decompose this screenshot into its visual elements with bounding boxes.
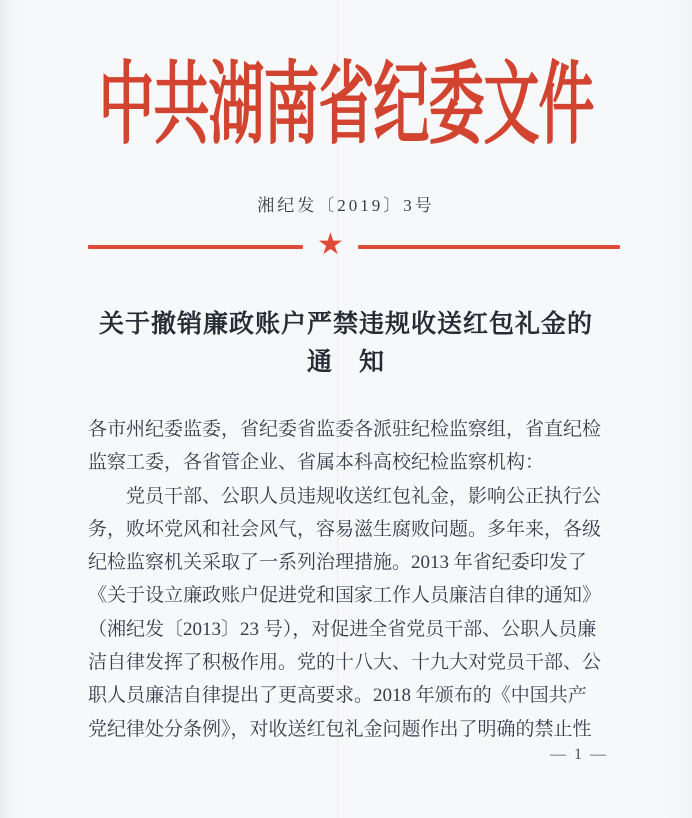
salutation-line: 监察工委，各省管企业、省属本科高校纪检监察机构：: [88, 452, 545, 474]
document-title-line1: 关于撤销廉政账户严禁违规收送红包礼金的: [98, 311, 593, 338]
body-line: 务，败坏党风和社会风气，容易滋生腐败问题。多年来，各级: [88, 518, 602, 540]
body-line: 职人员廉洁自律提出了更高要求。2018 年颁布的《中国共产: [88, 685, 587, 707]
star-icon: ★: [317, 227, 344, 262]
salutation-line: 各市州纪委监委，省纪委省监委各派驻纪检监察组，省直纪检: [88, 419, 602, 440]
body-line: 纪检监察机关采取了一系列治理措施。2013 年省纪委印发了: [88, 552, 587, 574]
body-line: （湘纪发〔2013〕23 号），对促进全省党员干部、公职人员廉: [88, 618, 597, 640]
red-divider: [88, 227, 620, 262]
document-title: [40, 306, 652, 382]
document-title-line2: 通 知: [306, 349, 385, 376]
divider-line-right: [358, 245, 620, 249]
document-header: [0, 50, 692, 155]
org-title-text: 中共湖南省纪委文件: [98, 53, 594, 155]
body-line: 党纪律处分条例》，对收送红包礼金问题作出了明确的禁止性: [88, 718, 592, 740]
body-line: 《关于设立廉政账户促进党和国家工作人员廉洁自律的通知》: [88, 585, 602, 607]
body-line: 党员干部、公职人员违规收送红包礼金，影响公正执行公: [126, 485, 602, 507]
divider-line-left: [88, 245, 303, 249]
page-number: — 1 —: [550, 746, 608, 763]
body-line: 洁自律发挥了积极作用。党的十八大、十九大对党员干部、公: [88, 652, 602, 674]
doc-number: 湘纪发〔2019〕3号: [257, 196, 435, 215]
document-body: [88, 413, 614, 746]
